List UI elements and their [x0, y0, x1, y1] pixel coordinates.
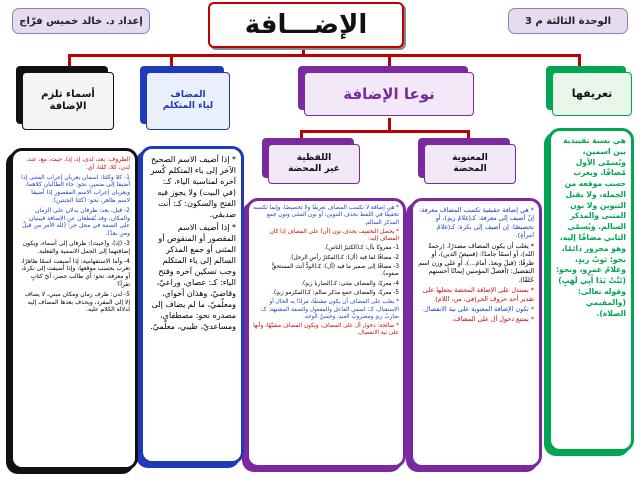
- yaa-title: المضاف لياء المتكلم: [162, 89, 214, 111]
- semantic-panel: [410, 198, 542, 468]
- lazim-paragraph-2: 2- قبل، بعد: ظرفان يدلان على الزمان والمكان، وقد يُقطعان عن الإضافة فيبنيان على الضمة في محل جر: (لله الأمر من قبلُ ومن بعدُ).: [22, 206, 130, 238]
- verbal-paragraph-4: 2- مضافًا لما فيه (أل): كـ(المكثرُ رأسِ الرجل).: [289, 254, 399, 261]
- unit-badge-label: الوحدة الثالثة م 3: [525, 15, 612, 27]
- verbal-paragraph-7: 5- معربًا، والمضاف جمع مذكر سالم: كـ(المكرمو زيدٍ).: [272, 289, 399, 296]
- connector-title-down: [302, 47, 305, 57]
- author-badge-label: إعداد د. خالد خميس فرّاج: [19, 15, 143, 27]
- unit-badge: [508, 8, 628, 34]
- author-badge: [12, 8, 150, 34]
- semantic-paragraph-5: * يمتنع دخول أل على المضاف.: [451, 315, 534, 324]
- semantic-paragraph-2: * يغلب أن يكون المضاف مصدرًا، (رحمةُ الله)، أو اسمًا جامدًا: (قميصُ الدين)، أو ظرفًا: (قبلَ وبعدَ، أمامَ...)، أو على وزن اسم التفضيل: (أفضلُ المؤمنين إيمانًا أحسنهم خُلقًا).: [418, 241, 534, 284]
- lazim-title: أسماء تلزم الإضافة: [41, 88, 95, 112]
- semantic-title: المعنوية المحضة: [452, 152, 488, 174]
- verbal-paragraph-8: * يغلب على المضاف أن يكون مشتقًا، مرادًا به الحال أو الاستقبال، كـ: اسمي الفاعل والمفعول والصفة المشبهة: كـ: ضاربُ زيدٍ ومضروبُ العبدِ، وحسنُ الوجه.: [260, 299, 399, 320]
- lazim-intro: الظروف: بعد، لدى، إذ، إذا، حيث، مع، عند، لدن، كلا، كلتا، أي.: [26, 156, 130, 171]
- verbal-paragraph-5: 3- مضافًا إلى ضمير ما فيه (أل): كـ(الودُّ أنتَ المستحقُّ صفوِه).: [271, 264, 399, 278]
- types-title: نوعا الإضافة: [343, 84, 435, 103]
- page-title: الإضـــافة: [244, 10, 368, 40]
- lazim-header: [22, 72, 114, 130]
- lazim-paragraph-4: 4- وأما الاستفهامية: إذا أضيفت اسمًا ظاهرًا، تعرب بحسب موقعها، وإذا أضيفت إلى نكرة، أو معرفة، نحو: أي طالب حضر، أيّ كتابٍ تقرأ؟: [20, 257, 130, 288]
- lazim-paragraph-3: 3- (إذ)، و(حيث): ظرفان إلى أسماء، ويكون إضافتهما إلى الجمل الاسمية والفعلية.: [22, 239, 130, 255]
- connector-types-down: [388, 118, 391, 132]
- semantic-paragraph-4: * تكون الإضافة المعنوية على نية الانفصال.: [422, 304, 534, 313]
- definition-header: [552, 72, 632, 116]
- definition-text: هي نسبة تقييدية بين اسمين، ويُسمّى الأول مُضافًا، ويعرب حسب موقعه من الجملة، ولا يقبل التنوين ولا نون المثنى والمذكر السالم. ويُسمّى الثاني مضافًا إليه، وهو مجرور دائمًا، نحو: ثوبُ زيدٍ، وغلامُ عمرٍو، ونحو: (تَبَّتْ يَدَا أَبِي لَهَبٍ) وقوله تعالى: (والمقيمي الصلاة).: [556, 136, 626, 318]
- lazim-panel: [10, 148, 138, 470]
- connector-top-horizontal: [68, 54, 580, 57]
- yaa-header: [146, 72, 230, 130]
- connector-types-split: [300, 130, 470, 133]
- lazim-paragraph-5: 5- لدن: ظرف زمان ومكان مبني، لا يضاف إلا إلى المفرد، ويحذف بعدها المضاف إليه لدلالة الكلام عليه.: [24, 290, 130, 314]
- semantic-header: [424, 144, 516, 184]
- verbal-paragraph-3: 1- مقرونًا بأل: كـ(الكثيرُ الناس).: [324, 245, 399, 252]
- verbal-paragraph-6: 4- معربًا، والمضاف مثنى: كـ(الضاربا زيدٍ).: [301, 280, 399, 287]
- verbal-header: [268, 144, 360, 184]
- page-title-box: [208, 2, 404, 48]
- yaa-paragraph-2: * إذا أضيف الاسم المقصور أو المنقوص أو المثنى أو جمع المذكر السالم إلى ياء المتكلم وجب تسكين آخره وفتح الياء: كـ: عصاي، وراعيّ، وقاضيّ، وهذان أخواي، ومعلّميّ، ما لم يضاف إلى مصدره نحو: مصطفاي، ومساعديّ، طيبي، معلّميّ.: [150, 223, 236, 332]
- yaa-panel: [140, 146, 244, 464]
- types-header: [304, 72, 474, 116]
- semantic-paragraph-1: * هي إضافة حقيقية تكسب المضاف معرفة: إنْ أضيف إلى معرفة: كـ(غلامُ زيدٍ)، أو تخصيصًا: إن أضيف إلى نكرة: كـ(غلامُ امرأةٍ).: [419, 206, 534, 240]
- verbal-paragraph-9: * صالحة: دخول أل على المضاف، ويكون المضاف مشبّهًا، وأنها على نية الانفصال.: [253, 323, 399, 337]
- lazim-paragraph-1: 1- كلا وكلتا: اسمان يعربان إعراب المثنى إذا أضيفا إلى ضمير، نحو: جاء الطالبان كلاهما، ويعربان إعراب الاسم المقصور إذا أضيفا لاسم ظاهر، نحو: (كلتا الجنتين).: [21, 173, 130, 204]
- yaa-paragraph-1: * إذا أضيف الاسم الصحيح الآخر إلى ياء المتكلم كُسر آخره لمناسبة الياء، كـ: (في البيت) ولا يجوز فيه الفتح والسكون: كـ: أنت صديقي.: [150, 155, 236, 220]
- verbal-panel: [246, 198, 406, 468]
- definition-title: تعريفها: [571, 87, 613, 101]
- verbal-title: اللفظية غير المحضة: [288, 152, 340, 174]
- verbal-paragraph-1: * هي إضافة لا تكسب المضاف تعريفًا ولا تخصيصًا، وإنما تكسبه تخفيفًا في اللفظ بحذف التنوين، أو نون المثنى ونون جمع المذكر السالم.: [253, 205, 399, 226]
- verbal-paragraph-2: * يحصل التخفيف بحذف نون (أن) على المضاف إذا كان المضاف إليه:: [269, 228, 399, 243]
- semantic-paragraph-3: * يستدل على الإضافة المحضة بجعلها على تقدير أحد حروف الجر(في، من، اللام).: [422, 286, 534, 303]
- definition-panel: [548, 128, 634, 452]
